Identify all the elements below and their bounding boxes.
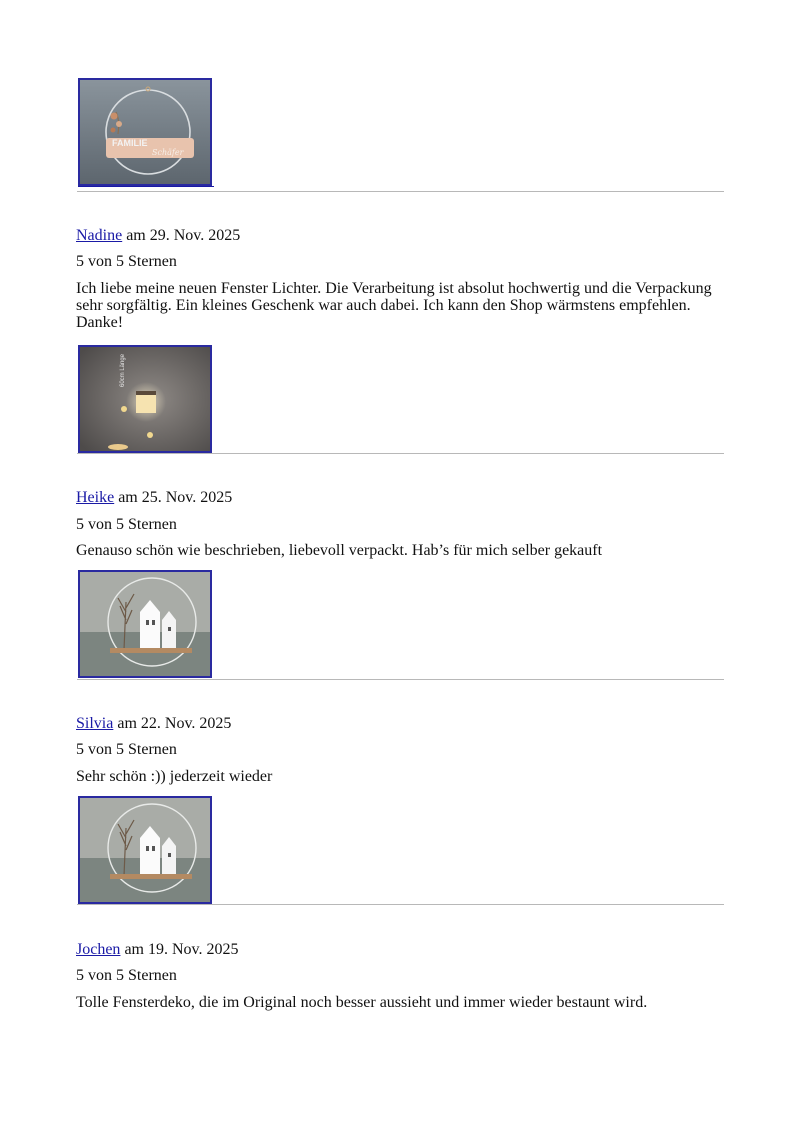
review-text: Genauso schön wie beschrieben, liebevoll verpackt. Hab’s für mich selber gekauft <box>76 542 603 559</box>
review-date: am 19. Nov. 2025 <box>124 941 239 958</box>
review-author-link[interactable]: Nadine <box>76 227 123 244</box>
review-header <box>76 940 239 960</box>
review-image-link[interactable] <box>78 345 212 451</box>
review-header <box>76 714 231 734</box>
review-rating: 5 von 5 Sternen <box>76 967 177 984</box>
review-text: Ich liebe meine neuen Fenster Lichter. Die Verarbeitung ist absolut hochwertig und die Verpackung sehr sorgfältig. Ein kleines Geschenk war auch dabei. Ich kann den Shop wärmstens empfehlen. Danke! <box>76 280 712 331</box>
houses-wreath-photo <box>78 796 212 904</box>
divider <box>77 191 724 192</box>
review-rating: 5 von 5 Sternen <box>76 253 177 270</box>
window-light-photo <box>78 345 212 453</box>
review-author-link[interactable]: Silvia <box>76 715 114 732</box>
review-date: am 22. Nov. 2025 <box>117 715 232 732</box>
houses-wreath-photo <box>78 570 212 678</box>
review-rating: 5 von 5 Sternen <box>76 516 177 533</box>
review-header <box>76 226 240 246</box>
review-text: Sehr schön :)) jederzeit wieder <box>76 768 273 785</box>
review-author-link[interactable]: Heike <box>76 489 115 506</box>
review-rating: 5 von 5 Sternen <box>76 741 177 758</box>
review-image-link[interactable] <box>78 796 212 902</box>
review-date: am 25. Nov. 2025 <box>118 489 233 506</box>
sign-text-line2: Schäfer <box>152 148 184 157</box>
review-image-link-familie[interactable] <box>78 78 214 187</box>
review-text: Tolle Fensterdeko, die im Original noch besser aussieht und immer wieder bestaunt wird. <box>76 994 648 1011</box>
familie-wreath-photo <box>78 78 212 186</box>
divider <box>77 904 724 905</box>
photo-caption: 60cm Länge <box>120 353 126 387</box>
review-author-link[interactable]: Jochen <box>76 941 121 958</box>
divider <box>77 453 724 454</box>
review-header <box>76 488 232 508</box>
review-image-link[interactable] <box>78 570 212 676</box>
review-date: am 29. Nov. 2025 <box>126 227 241 244</box>
sign-text-line1: FAMILIE <box>112 138 148 148</box>
divider <box>77 679 724 680</box>
